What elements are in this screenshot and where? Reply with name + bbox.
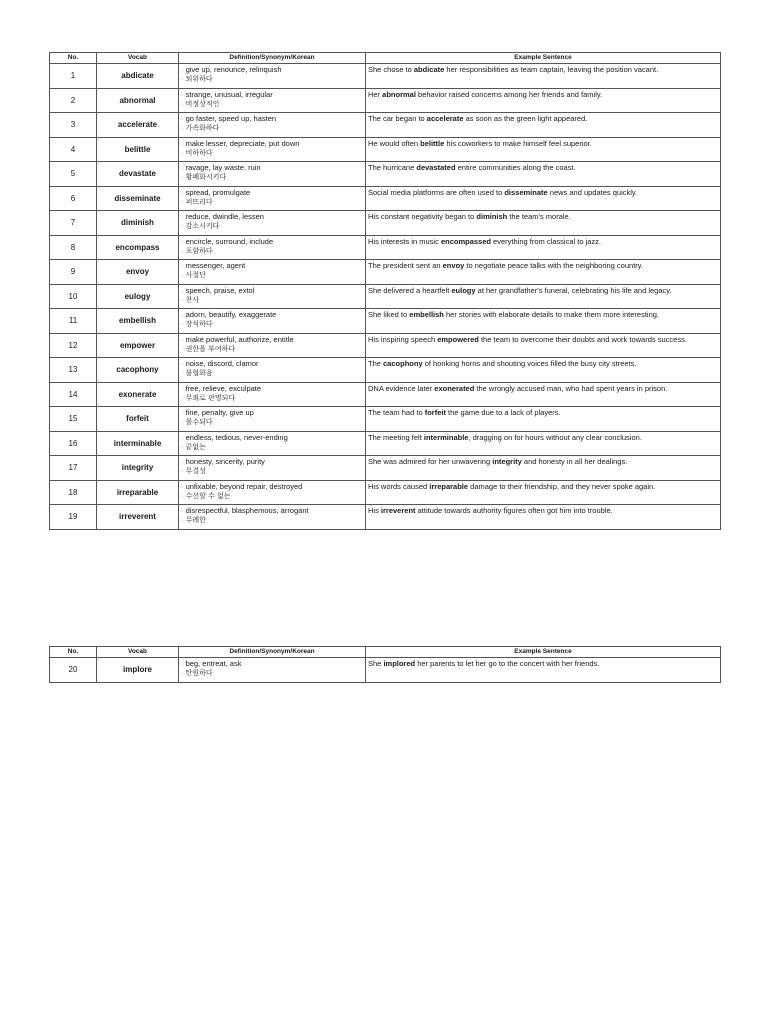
row-number: 12 [50, 333, 97, 358]
vocab-word: abnormal [97, 88, 179, 113]
example-highlight-word: implored [383, 659, 416, 668]
definition-cell [179, 137, 366, 162]
table-row [50, 407, 721, 432]
example-text-before: He would often [368, 138, 421, 148]
row-number: 9 [50, 260, 97, 285]
korean-line: · 끝없는 [181, 441, 206, 451]
synonyms-text: make lesser, depreciate, put down [185, 138, 300, 148]
row-number: 13 [50, 358, 97, 383]
example-text-after: at her grandfather's funeral, celebrating his life and legacy. [475, 285, 672, 295]
table-row [50, 211, 721, 236]
example-sentence [366, 162, 721, 187]
definition-cell [179, 333, 366, 358]
example-text-before: The president sent an [368, 261, 443, 270]
table-row [50, 137, 721, 162]
korean-text: 불협화음 [185, 369, 213, 377]
example-text-before: She liked to [368, 310, 410, 319]
example-text-before: The team had to [368, 408, 425, 417]
table-row [50, 284, 721, 309]
vocab-word: belittle [97, 137, 179, 162]
row-number: 14 [50, 382, 97, 407]
korean-line: · 장식하다 [181, 319, 213, 328]
definition-cell [179, 309, 366, 334]
example-text-after: of honking horns and shouting voices filled the busy city streets. [422, 359, 637, 368]
header-no: No. [50, 53, 97, 64]
example-highlight-word: exonerated [434, 383, 475, 393]
example-sentence [366, 407, 721, 432]
synonyms-line: · encircle, surround, include [181, 236, 274, 246]
definition-cell [179, 505, 366, 530]
synonyms-line: · make powerful, authorize, entitle [181, 334, 294, 344]
example-text-after: as soon as the green light appeared. [463, 114, 588, 123]
example-text-after: news and updates quickly. [547, 187, 638, 197]
example-text-after: her parents to let her go to the concert with her friends. [415, 659, 600, 668]
table-row [50, 382, 721, 407]
korean-text: 무례한 [185, 516, 206, 524]
korean-line: · 감소시키다 [181, 221, 220, 230]
table-row [50, 456, 721, 481]
row-number: 18 [50, 480, 97, 505]
example-highlight-word: encompassed [440, 236, 491, 246]
example-highlight-word: abdicate [413, 65, 445, 74]
korean-line: · 무례한 [181, 515, 206, 524]
example-text-before: She was admired for her unwavering [368, 457, 493, 466]
synonyms-line: · disrespectful, blasphemous, arrogant [181, 506, 309, 515]
example-text-before: His constant negativity began to [368, 212, 477, 221]
example-text-after: the game due to a lack of players. [445, 408, 561, 417]
korean-text: 사절단 [185, 271, 206, 279]
korean-line: · 권한을 부여하다 [181, 343, 236, 353]
vocab-word: exonerate [97, 382, 179, 407]
definition-cell [179, 480, 366, 505]
example-text-before: She chose to [368, 65, 414, 74]
row-number: 1 [50, 64, 97, 89]
row-number: 11 [50, 309, 97, 334]
example-sentence [366, 88, 721, 113]
synonyms-text: free, relieve, exculpate [185, 383, 262, 393]
example-highlight-word: disseminate [504, 187, 548, 197]
example-text-after: the wrongly accused man, who had spent years in prison. [474, 383, 668, 393]
korean-text: 권한을 부여하다 [185, 344, 236, 353]
korean-line: · 무결성 [181, 466, 206, 475]
synonyms-line: · endless, tedious, never-ending [181, 432, 288, 442]
korean-line: · 가속화하다 [181, 123, 220, 132]
example-sentence [366, 358, 721, 383]
example-sentence [366, 658, 721, 683]
korean-text: 가속화하다 [185, 124, 220, 132]
example-text-after: everything from classical to jazz. [490, 236, 602, 246]
definition-cell [179, 211, 366, 236]
synonyms-text: endless, tedious, never-ending [185, 432, 288, 442]
vocab-word: accelerate [97, 113, 179, 138]
example-sentence [366, 431, 721, 456]
example-text-before: His words caused [368, 481, 430, 491]
synonyms-line: · unfixable, beyond repair, destroyed [181, 481, 303, 491]
example-text-before: She [368, 659, 384, 668]
example-text-before: The [368, 359, 384, 368]
synonyms-line: · honesty, sincerity, purity [181, 457, 265, 466]
vocab-word: interminable [97, 431, 179, 456]
synonyms-text: make powerful, authorize, entitle [185, 334, 294, 344]
example-sentence [366, 505, 721, 530]
vocab-table-2 [49, 646, 721, 683]
synonyms-text: noise, discord, clamor [185, 359, 259, 368]
example-sentence [366, 64, 721, 89]
example-text-before: Her [368, 89, 383, 99]
example-text-before: She delivered a heartfelt [368, 285, 452, 295]
table-body [50, 64, 721, 530]
example-sentence [366, 211, 721, 236]
vocab-word: abdicate [97, 64, 179, 89]
synonyms-line: · strange, unusual, irregular [181, 89, 273, 99]
example-highlight-word: embellish [409, 310, 444, 319]
header-definition: Definition/Synonym/Korean [179, 647, 366, 658]
korean-text: 비하하다 [185, 148, 213, 157]
example-sentence [366, 113, 721, 138]
korean-line: · 몰수되다 [181, 417, 213, 426]
example-sentence [366, 333, 721, 358]
row-number: 10 [50, 284, 97, 309]
vocab-word: devastate [97, 162, 179, 187]
table-row [50, 505, 721, 530]
synonyms-text: messenger, agent [185, 261, 246, 270]
definition-cell [179, 186, 366, 211]
header-definition: Definition/Synonym/Korean [179, 53, 366, 64]
example-sentence [366, 235, 721, 260]
definition-cell [179, 407, 366, 432]
korean-text: 수선할 수 없는 [185, 491, 231, 500]
example-text-after: the team to overcome their doubts and work towards success. [478, 334, 687, 344]
row-number: 8 [50, 235, 97, 260]
vocab-word: implore [97, 658, 179, 683]
example-highlight-word: integrity [492, 457, 522, 466]
row-number: 2 [50, 88, 97, 113]
example-text-before: His inspiring speech [368, 334, 438, 344]
korean-text: 포함하다 [185, 246, 213, 255]
example-text-after: attitude towards authority figures often got him into trouble. [415, 506, 613, 515]
table-row [50, 309, 721, 334]
example-highlight-word: envoy [442, 261, 465, 270]
table-body [50, 658, 721, 683]
definition-cell [179, 284, 366, 309]
example-highlight-word: interminable [423, 432, 469, 442]
table-row [50, 113, 721, 138]
synonyms-text: fine, penalty, give up [185, 408, 254, 417]
header-vocab: Vocab [97, 647, 179, 658]
example-highlight-word: forfeit [424, 408, 446, 417]
korean-text: 찬사 [185, 295, 200, 304]
example-text-before: Social media platforms are often used to [368, 187, 505, 197]
vocab-word: envoy [97, 260, 179, 285]
definition-cell [179, 162, 366, 187]
example-sentence [366, 137, 721, 162]
row-number: 3 [50, 113, 97, 138]
korean-line: · 황폐화시키다 [181, 172, 227, 181]
row-number: 7 [50, 211, 97, 236]
definition-cell [179, 260, 366, 285]
vocab-word: encompass [97, 235, 179, 260]
synonyms-text: reduce, dwindle, lessen [185, 212, 264, 221]
korean-text: 무결성 [185, 467, 206, 475]
synonyms-text: give up, renounce, relinquish [185, 65, 282, 74]
korean-line: · 불협화음 [181, 368, 213, 377]
table-header-row [50, 647, 721, 658]
example-text-after: damage to their friendship, and they never spoke again. [468, 481, 656, 491]
vocab-word: diminish [97, 211, 179, 236]
example-sentence [366, 260, 721, 285]
vocab-table-1 [49, 52, 721, 530]
example-text-before: The hurricane [368, 163, 417, 172]
vocab-word: embellish [97, 309, 179, 334]
example-text-before: His [368, 506, 381, 515]
row-number: 4 [50, 137, 97, 162]
vocab-word: integrity [97, 456, 179, 481]
synonyms-line: · reduce, dwindle, lessen [181, 212, 264, 221]
example-sentence [366, 284, 721, 309]
definition-cell [179, 235, 366, 260]
synonyms-line: · go faster, speed up, hasten [181, 114, 277, 123]
definition-cell [179, 658, 366, 683]
korean-line: · 비정상적인 [181, 98, 220, 108]
example-highlight-word: empowered [437, 334, 479, 344]
table-row [50, 64, 721, 89]
row-number: 15 [50, 407, 97, 432]
synonyms-text: adorn, beautify, exaggerate [185, 310, 277, 319]
example-highlight-word: irreverent [380, 506, 416, 515]
table-row [50, 431, 721, 456]
table-row [50, 260, 721, 285]
synonyms-line: · fine, penalty, give up [181, 408, 254, 417]
example-text-after: and honesty in all her dealings. [521, 457, 628, 466]
definition-cell [179, 358, 366, 383]
row-number: 19 [50, 505, 97, 530]
definition-cell [179, 88, 366, 113]
example-text-before: The car began to [368, 114, 427, 123]
vocab-word: disseminate [97, 186, 179, 211]
vocab-word: irreverent [97, 505, 179, 530]
synonyms-text: spread, promulgate [185, 187, 251, 197]
korean-text: 몰수되다 [185, 418, 213, 426]
synonyms-text: beg, entreat, ask [185, 659, 242, 668]
example-text-after: her stories with elaborate details to make them more interesting. [443, 310, 659, 319]
vocab-word: eulogy [97, 284, 179, 309]
korean-text: 비정상적인 [185, 99, 220, 108]
example-sentence [366, 186, 721, 211]
example-highlight-word: abnormal [382, 89, 416, 99]
synonyms-line: · beg, entreat, ask [181, 659, 242, 668]
example-highlight-word: diminish [476, 212, 508, 221]
synonyms-text: unfixable, beyond repair, destroyed [185, 481, 303, 491]
example-highlight-word: belittle [420, 138, 445, 148]
korean-line: · 탄원하다 [181, 668, 213, 677]
korean-text: 무죄로 판명되다 [185, 393, 236, 402]
korean-line: · 포함하다 [181, 245, 213, 255]
korean-line: · 무죄로 판명되다 [181, 392, 236, 402]
korean-line: · 퍼뜨리다 [181, 196, 213, 206]
synonyms-line: · messenger, agent [181, 261, 246, 270]
synonyms-text: strange, unusual, irregular [185, 89, 273, 99]
table-row [50, 235, 721, 260]
korean-text: 탄원하다 [185, 669, 213, 677]
synonyms-line: · free, relieve, exculpate [181, 383, 262, 393]
definition-cell [179, 113, 366, 138]
table-row [50, 480, 721, 505]
korean-text: 황폐화시키다 [185, 173, 227, 181]
table-row [50, 358, 721, 383]
example-sentence [366, 382, 721, 407]
row-number: 6 [50, 186, 97, 211]
header-vocab: Vocab [97, 53, 179, 64]
synonyms-line: · make lesser, depreciate, put down [181, 138, 300, 148]
table-row [50, 658, 721, 683]
synonyms-line: · give up, renounce, relinquish [181, 65, 282, 74]
definition-cell [179, 431, 366, 456]
example-sentence [366, 309, 721, 334]
example-sentence [366, 456, 721, 481]
row-number: 17 [50, 456, 97, 481]
example-text-before: The meeting felt [368, 432, 424, 442]
korean-text: 퍼뜨리다 [185, 197, 213, 206]
vocab-word: irreparable [97, 480, 179, 505]
example-text-after: entire communities along the coast. [455, 163, 576, 172]
example-text-after: behavior raised concerns among her friends and family. [415, 89, 603, 99]
synonyms-line: · spread, promulgate [181, 187, 251, 197]
korean-line: · 사절단 [181, 270, 206, 279]
header-no: No. [50, 647, 97, 658]
example-text-after: to negotiate peace talks with the neighboring country. [464, 261, 644, 270]
table-row [50, 186, 721, 211]
example-text-after: , dragging on for hours without any clear conclusion. [468, 432, 642, 442]
table-row [50, 162, 721, 187]
korean-line: · 비하하다 [181, 147, 213, 157]
synonyms-text: go faster, speed up, hasten [185, 114, 277, 123]
synonyms-line: · speech, praise, extol [181, 285, 255, 295]
example-text-after: his coworkers to make himself feel superior. [444, 138, 592, 148]
synonyms-text: speech, praise, extol [185, 285, 255, 295]
synonyms-line: · noise, discord, clamor [181, 359, 259, 368]
vocab-word: empower [97, 333, 179, 358]
korean-text: 끝없는 [185, 442, 206, 451]
row-number: 20 [50, 658, 97, 683]
definition-cell [179, 64, 366, 89]
synonyms-text: ravage, lay waste. ruin [185, 163, 261, 172]
row-number: 16 [50, 431, 97, 456]
header-example: Example Sentence [366, 53, 721, 64]
example-highlight-word: eulogy [451, 285, 476, 295]
table-row [50, 88, 721, 113]
korean-line: · 수선할 수 없는 [181, 490, 231, 500]
korean-line: · 퇴위하다 [181, 74, 213, 83]
table-row [50, 333, 721, 358]
example-text-after: the team's morale. [507, 212, 571, 221]
synonyms-line: · ravage, lay waste. ruin [181, 163, 261, 172]
example-text-before: DNA evidence later [368, 383, 435, 393]
synonyms-text: honesty, sincerity, purity [185, 457, 265, 466]
korean-text: 장식하다 [185, 320, 213, 328]
korean-text: 감소시키다 [185, 222, 220, 230]
definition-cell [179, 456, 366, 481]
korean-text: 퇴위하다 [185, 75, 213, 83]
synonyms-text: encircle, surround, include [185, 236, 274, 246]
example-text-after: her responsibilities as team captain, leaving the position vacant. [444, 65, 659, 74]
synonyms-line: · adorn, beautify, exaggerate [181, 310, 277, 319]
header-example: Example Sentence [366, 647, 721, 658]
example-highlight-word: devastated [416, 163, 456, 172]
definition-cell [179, 382, 366, 407]
vocab-word: cacophony [97, 358, 179, 383]
row-number: 5 [50, 162, 97, 187]
example-highlight-word: irreparable [429, 481, 469, 491]
korean-line: · 찬사 [181, 294, 200, 304]
table-header-row [50, 53, 721, 64]
example-text-before: His interests in music [368, 236, 441, 246]
example-highlight-word: cacophony [383, 359, 423, 368]
example-sentence [366, 480, 721, 505]
vocab-word: forfeit [97, 407, 179, 432]
synonyms-text: disrespectful, blasphemous, arrogant [185, 506, 309, 515]
example-highlight-word: accelerate [426, 114, 464, 123]
